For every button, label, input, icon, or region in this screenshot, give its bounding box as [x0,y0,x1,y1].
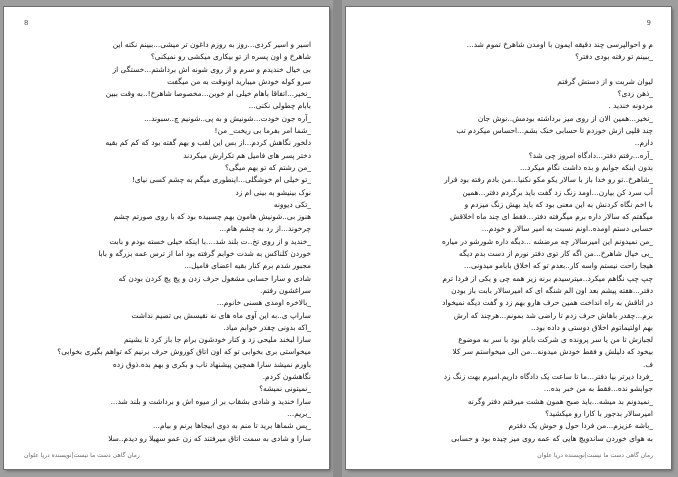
text-line: نوک بینیشو به بینی ام زد [235,187,311,197]
text-line: سارا خندید و شادی بشقاب بر از میوه اش و برداشت و بلند شد... [110,396,311,406]
text-line: بی خیال خندیدم و سرم و از روی شونه اش برداشتم...خستگی از [112,64,311,74]
page-gutter [333,0,342,477]
page-body [24,39,311,445]
page-right [346,7,671,469]
text-line: هنوز بی..شونیش هامون بهم چسبیده بود که با روی صورتم چشم [113,212,311,222]
text-line: هیجا راحت نیستم واسه کار..بعدم تو که اخلاق بابامو میدونی... [463,261,653,271]
text-line: با اخم نگاه کردنش به این معنی بود که باید بهش زنگ میزدم و [464,199,653,209]
text-line [366,64,653,76]
text-line: سراغشون رفتم. [260,285,311,295]
text-line: آب سرد کن بیارن...اومد زنگ زد گفت باید برگردم دفتر...همین [462,187,653,197]
text-line: شاهرخ و اون پسره از تو بیکاری میکشی رو نمیکنی؟ [150,52,311,62]
text-line: مجبور شدم برم کنار بقیه اعضای فامیل... [184,261,311,271]
text-line: _آره جون خودت...شونیش و به پی..شونیم چ..سبوند... [144,113,311,123]
text-line: _فردا دیرتر بیا دفتر...ما تا ساعت یک دادگاه داریم.امیرم بهت زنگ زد [443,372,653,382]
text-line: در اتاقش به راه انداخت همین حرف هارو بهم زد و گفت دیگه نمیخواد [442,298,653,308]
text-line: باورم نمیشد سارا همچین پیشنهاد ناب و بکری و بهم بده.ذوق زده [112,359,311,369]
text-line: _تو خیلی ام خوشگلی...اینطوری میگم به چشم کسی نیای! [131,175,311,185]
text-line: _من نمیدونم این امیرسالار چه مرضشه ...دیگه داره شورشو در میاره [442,236,653,246]
text-line: _بی خیال شاهرخ...من اگه کار توی دفتر نورم از دست بدم دیگه [459,249,653,259]
text-line: _خندید و از روی تخ..ت بلند شد....با اینکه خیلی خسته بودم و بابت [109,236,311,246]
text-line: دختر پسر های فامیل هم تکرارش میکردند [183,150,311,160]
page-body [366,39,653,445]
text-line: _آره...رفتم دفتر...دادگاه امروز چی شد؟ [528,150,653,160]
text-line: بیخود که دلیلش و فقط خودش میدونه...من الی میخواستم سر کلا [452,347,653,357]
text-line: _من رشتم که تو بهم میگی؟ [224,162,311,172]
page-footer: رمان گاهی دست ما نیست|نویسنده دریا علوان [537,452,653,459]
text-line: بهم اولتیماتوم اخلاق دوستی و داده بود.. [531,322,653,332]
text-line: _نخیر...اتفاقا باهام خیلی ام خوبن...مخصوصا شاهرخ!..به وقت ببین [105,89,311,99]
text-line: خوردن کلناکس به شدت خوابم گرفته بود اما از ترس عمه بزرگه و بابا [98,249,311,259]
text-line: _باشه عزیزم...من فردا حول و حوش یک دفترم [508,421,653,431]
text-line: نگاهشون کردم. [262,372,311,382]
text-line: _شاهرخ..تو رو خدا باز با سالار یکو مکو نکنیا...من بادم رفته بود قرار [444,175,653,185]
text-line: م و احوالپرسی چند دقیقه ایمون با اومدن شاهرخ تموم شد... [466,40,653,49]
text-line: برم...چقدر باهاش حرف زدم تا راضی شد بمونم...هرچند که ارش [453,310,653,320]
text-line: چپ چپ نگاهم میکرد..میترسیدم برنه زیر همه چی و یکی از فردا ترم [442,273,653,283]
text-line: چند قلپی ازش خوردم تا حسابی خنک بشم...احساس میکردم تب [456,126,653,136]
text-line: سارا و شادی به سمت اتاق میرفتند که زن عمو سهیلا رو دیدم..سلا [108,433,311,443]
page-left [4,7,329,469]
text-line: _بریم... [287,408,311,418]
text-line: ساراپ ی..به این آوی ماه های نه نقیسش بی تصیم نداشت [131,310,311,320]
text-line: به هوای خوردن ساندویچ هایی که عمه روی میز چیده بود و حسابی [451,433,653,443]
text-line: ف. [642,359,653,369]
text-line: _نمیتونی نمیشه؟ [259,384,311,394]
text-line: لجبازش تا من یا سر پرونده ی شرکت بابام بود با سر به موضوع [458,335,653,345]
text-line: _ببینم تو رفته بودی دفتر؟ [575,52,653,62]
text-line: مردونه خندید . [608,101,653,111]
text-line: _نخیر...همین الان از روی میز برداشته بودمش..نوش جان [477,113,653,123]
text-line: حسابی دستم اومده..اونم نسبت به امیر سالار و خودم... [481,224,653,234]
text-line: سرو کوله خودش میبارید اونوقت به من میگفت [167,76,311,86]
text-line: _نمیدونم بد میشه...باید صبح همون هشت میرفتم دفتر وگرنه [467,396,653,406]
text-line: شادی و سارا حسابی مشغول حرف زدن و پچ پچ کردن بودن که [118,273,311,283]
text-line: لیوان شربت و از دستش گرفتم [557,76,653,86]
text-line: امیرسالار بدجور با کارا رو میکشید؟ [545,408,653,418]
text-line: اسیر و اسیر کردی...روز به روزم داغون تر میشی...ببینم نکته این [112,40,311,49]
page-footer: رمان گاهی دست ما نیست|نویسنده دریا علوان [24,452,140,459]
text-line: _اکه بدونی چقدر خوابم میاد. [223,322,311,332]
text-line: _پس شماها برید تا منم به دوی ابیجاها برنم و بیام... [152,421,311,431]
page-number: 8 [24,19,29,27]
text-line: چرخوند...از رد به چشم هام... [219,224,311,234]
text-line: _تکی دیوونه [273,199,311,209]
text-line: دفتر...هفته پیشم بعد اون الم شنگه ای که امیرسالار بابت باز بودن [451,285,653,295]
page-number: 9 [646,19,651,27]
text-line: _بالاخره اومدی هسنی خانوم... [216,298,311,308]
text-line: _ذهن زدی؟ [617,89,653,99]
text-line: _شما امر بفرما بی ریخت_ من! [214,126,311,136]
text-line: میگفتم که سالار داره برم میگرفته دفتر...فقط ای چند ماه اخلاقش [450,212,653,222]
text-line: بدون اینکه جوابم و بده داشت نگام میکرد... [519,162,653,172]
text-line: میخواستی بری بخوابی تو که اون اتاق کوروش حرف برنیم که تواهم بگیری بخوابی؟ [57,347,311,357]
text-line: جوابشو نده...فقط به من خبر بده... [543,384,653,394]
text-line: دارم.. [634,138,653,148]
text-line: سارا لبخند ملیحی زد و کنار خودشون برام جا باز کرد تا بشینم [124,335,311,345]
text-line: دلخور نگاهش کردم...از بس این لقب و بهم گفته بود که کم کم بقیه [105,138,311,148]
text-line: بابام چطولی نکنی... [248,101,311,111]
